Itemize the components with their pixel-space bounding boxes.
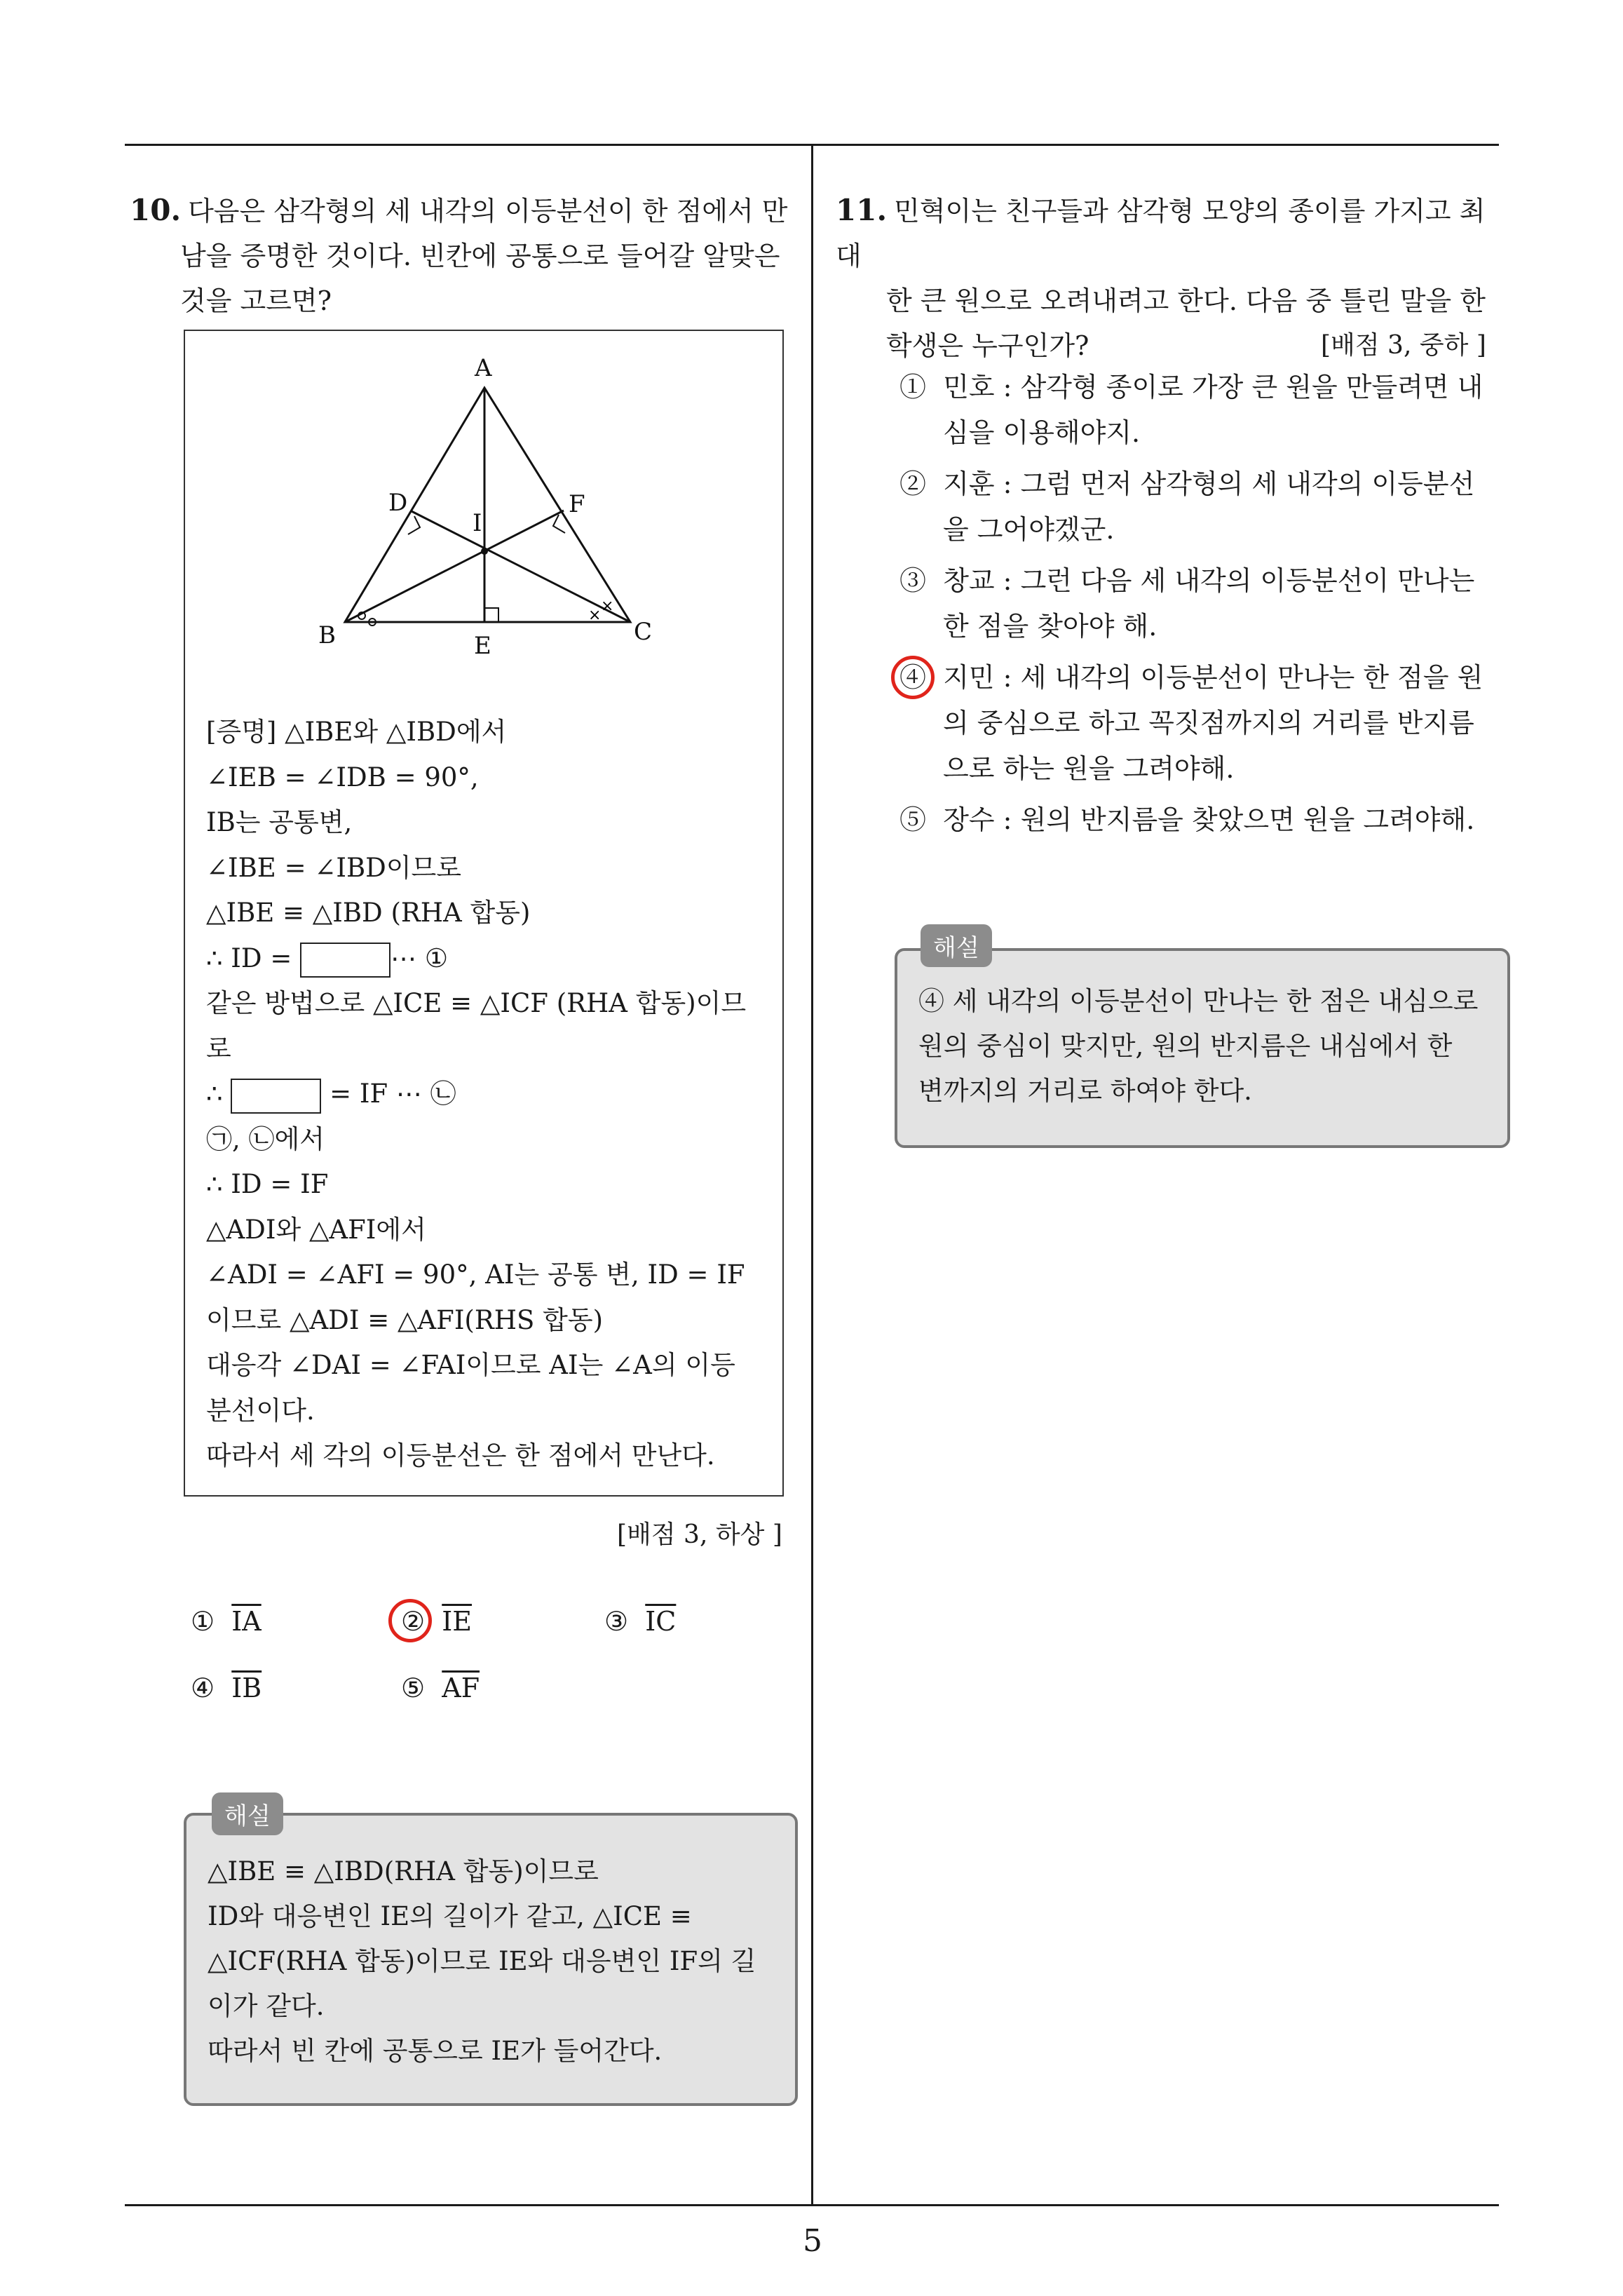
q11-option-4[interactable]: ④ 지민 : 세 내각의 이등분선이 만나는 한 점을 원 의 중심으로 하고 꼭짓점까지의 거리를 반지름 으로 하는 원을 그려야해.: [899, 662, 1483, 784]
q11-stem: 11. 민혁이는 친구들과 삼각형 모양의 종이를 가지고 최대 한 큰 원으로 오려내려고 한다. 다음 중 틀린 말을 한 학생은 누구인가? [배점 3, 중하 ]: [836, 188, 1509, 368]
q10-proof-text: [증명] △IBE와 △IBD에서 ∠IEB = ∠IDB = 90°, IB는 공통변, ∠IBE = ∠IBD이므로 △IBE ≡ △IBD (RHA 합동) ∴ ID = ⋯ ① 같은 방법으로 △ICE ≡ △ICF (RHA 합동)이므 로 ∴ = IF ⋯ ㉡ ㉠, ㉡에서 ∴ ID = IF △ADI와 △AFI에서 ∠ADI = ∠AFI = 90°, AI는 공통 변, ID = IF 이므로 △ADI ≡ △AFI(RHS 합동) 대응각 ∠DAI = ∠FAI이므로 AI는 ∠A의 이등 분선이다. 따라서 세 각의 이등분선은 한 점에서 만난다.: [206, 717, 747, 1471]
q11-option-1[interactable]: ① 민호 : 삼각형 종이로 가장 큰 원을 만들려면 내 심을 이용해야지.: [899, 372, 1483, 448]
label-f: F: [569, 490, 585, 518]
label-a: A: [475, 354, 492, 382]
q11-answer-circle: [891, 656, 935, 699]
q11-number: 11.: [836, 193, 888, 227]
label-c: C: [634, 618, 653, 646]
question-11: [836, 188, 1509, 368]
q11-option-5[interactable]: ⑤ 장수 : 원의 반지름을 찾았으면 원을 그려야해.: [899, 804, 1475, 835]
q11-explanation-tag: 해설: [921, 924, 992, 967]
q10-choice-3[interactable]: ③ $\overline{IC}$: [604, 1606, 677, 1637]
label-d: D: [388, 489, 408, 517]
column-divider: [811, 144, 813, 2206]
proof-blank-1: [300, 943, 391, 978]
q10-choice-5[interactable]: ⑤ $\overline{AF}$: [401, 1673, 480, 1703]
page-number: 5: [803, 2223, 822, 2259]
question-10: [130, 188, 803, 323]
q11-explanation-text: ④ 세 내각의 이등분선이 만나는 한 점은 내심으로 원의 중심이 맞지만, 원의 반지름은 내심에서 한 변까지의 거리로 하여야 한다.: [918, 986, 1479, 1106]
q10-number: 10.: [130, 193, 182, 227]
triangle-figure: [185, 331, 782, 682]
q10-explanation-box: [184, 1813, 798, 2106]
label-b: B: [318, 621, 336, 649]
q10-answer-circle: [388, 1599, 432, 1642]
svg-text:×: ×: [588, 607, 602, 624]
q10-choice-2[interactable]: ② $\overline{IE}$: [401, 1606, 472, 1637]
svg-text:×: ×: [601, 597, 614, 615]
q10-proof-box: [184, 330, 784, 1497]
q11-option-3[interactable]: ③ 창교 : 그런 다음 세 내각의 이등분선이 만나는 한 점을 찾아야 해.: [899, 565, 1475, 642]
q10-choice-1[interactable]: ① $\overline{IA}$: [191, 1606, 262, 1637]
label-i: I: [473, 509, 482, 537]
q10-stem: 10. 다음은 삼각형의 세 내각의 이등분선이 한 점에서 만 남을 증명한 것이다. 빈칸에 공통으로 들어갈 알맞은 것을 고르면?: [130, 193, 788, 316]
proof-blank-2: [231, 1079, 321, 1114]
q10-score: [배점 3, 하상 ]: [617, 1520, 782, 1549]
q11-option-2[interactable]: ② 지훈 : 그럼 먼저 삼각형의 세 내각의 이등분선 을 그어야겠군.: [899, 468, 1475, 545]
q11-options: [899, 365, 1502, 843]
label-e: E: [474, 632, 491, 660]
q10-explanation-tag: 해설: [212, 1792, 283, 1835]
bisector-c: [412, 511, 630, 622]
q10-explanation-text: △IBE ≡ △IBD(RHA 합동)이므로 ID와 대응변인 IE의 길이가 같고, △ICE ≡ △ICF(RHA 합동)이므로 IE와 대응변인 IF의 길 이가 같다. 따라서 빈 칸에 공통으로 IE가 들어간다.: [208, 1856, 756, 2066]
incenter-point: [481, 548, 488, 555]
q10-choice-4[interactable]: ④ $\overline{IB}$: [191, 1673, 262, 1703]
q11-score: [배점 3, 중하 ]: [1321, 331, 1486, 360]
bottom-rule: [125, 2204, 1499, 2206]
q11-explanation-box: [895, 948, 1510, 1148]
